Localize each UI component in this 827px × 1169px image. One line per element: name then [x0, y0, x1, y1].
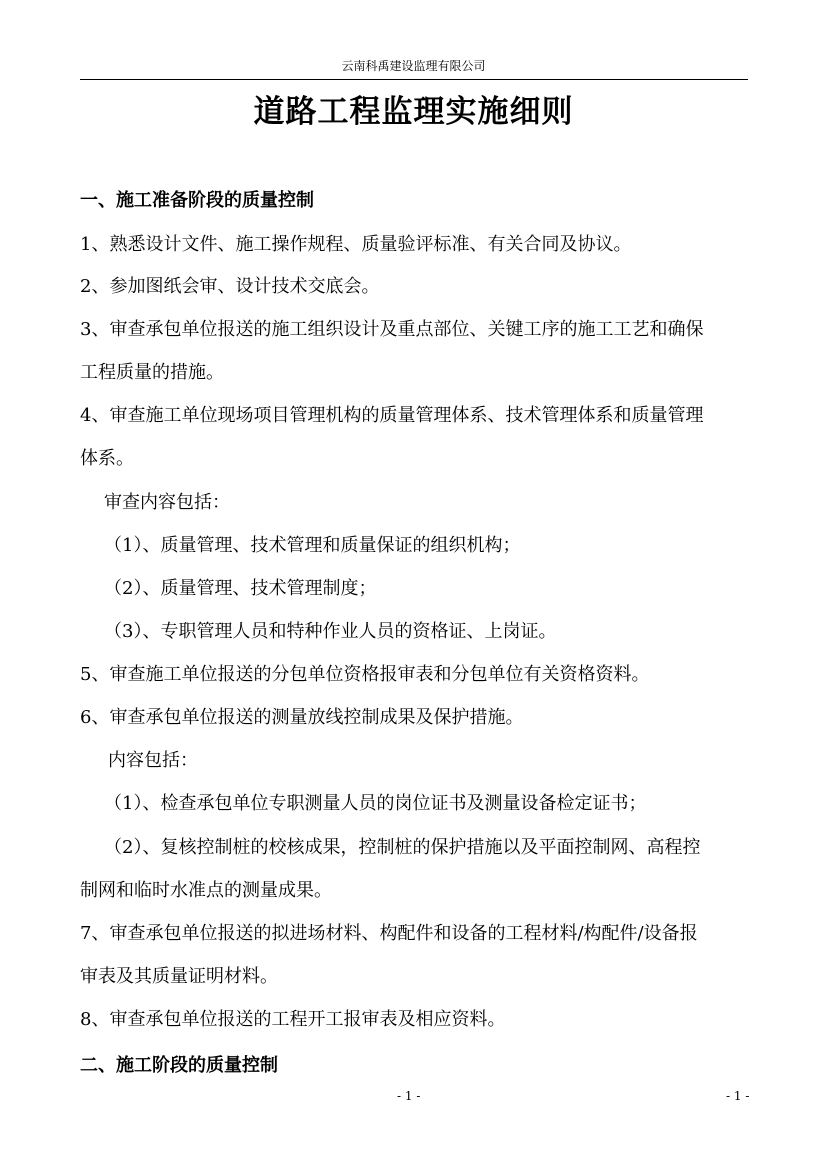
paragraph-item-8: 8、审查承包单位报送的工程开工报审表及相应资料。 [80, 1009, 506, 1030]
paragraph-item-1: 1、熟悉设计文件、施工操作规程、质量验评标准、有关合同及协议。 [80, 234, 632, 255]
content-subitem-2-line2: 制网和临时水准点的测量成果。 [80, 880, 332, 901]
document-title: 道路工程监理实施细则 [253, 94, 574, 130]
paragraph-item-2: 2、参加图纸会审、设计技术交底会。 [80, 276, 380, 297]
paragraph-item-7-line2: 审表及其质量证明材料。 [80, 966, 278, 987]
paragraph-item-4-line1: 4、审查施工单位现场项目管理机构的质量管理体系、技术管理体系和质量管理 [80, 405, 704, 426]
review-content-intro: 审查内容包括： [104, 492, 230, 513]
section-heading-1: 一、施工准备阶段的质量控制 [80, 190, 314, 211]
page-number-center: - 1 - [397, 1089, 421, 1103]
review-subitem-2: （2）、质量管理、技术管理制度； [104, 578, 377, 599]
paragraph-item-6: 6、审查承包单位报送的测量放线控制成果及保护措施。 [80, 707, 524, 728]
paragraph-item-3-line1: 3、审查承包单位报送的施工组织设计及重点部位、关键工序的施工工艺和确保 [80, 319, 704, 340]
content-subitem-1: （1）、检查承包单位专职测量人员的岗位证书及测量设备检定证书； [104, 793, 647, 814]
paragraph-item-5: 5、审查施工单位报送的分包单位资格报审表和分包单位有关资格资料。 [80, 664, 650, 685]
page-number-right: - 1 - [726, 1089, 750, 1103]
page-header: 云南科禹建设监理有限公司 [341, 59, 486, 73]
section-heading-2: 二、施工阶段的质量控制 [80, 1055, 278, 1076]
paragraph-item-4-line2: 体系。 [80, 448, 134, 469]
header-rule [80, 79, 748, 80]
content-intro: 内容包括： [108, 750, 198, 771]
paragraph-item-7-line1: 7、审查承包单位报送的拟进场材料、构配件和设备的工程材料/构配件/设备报 [80, 923, 698, 944]
review-subitem-1: （1）、质量管理、技术管理和质量保证的组织机构； [104, 535, 521, 556]
content-subitem-2-line1: （2）、复核控制桩的校核成果，控制桩的保护措施以及平面控制网、高程控 [104, 837, 701, 858]
review-subitem-3: （3）、专职管理人员和特种作业人员的资格证、上岗证。 [104, 621, 557, 642]
paragraph-item-3-line2: 工程质量的措施。 [80, 362, 224, 383]
